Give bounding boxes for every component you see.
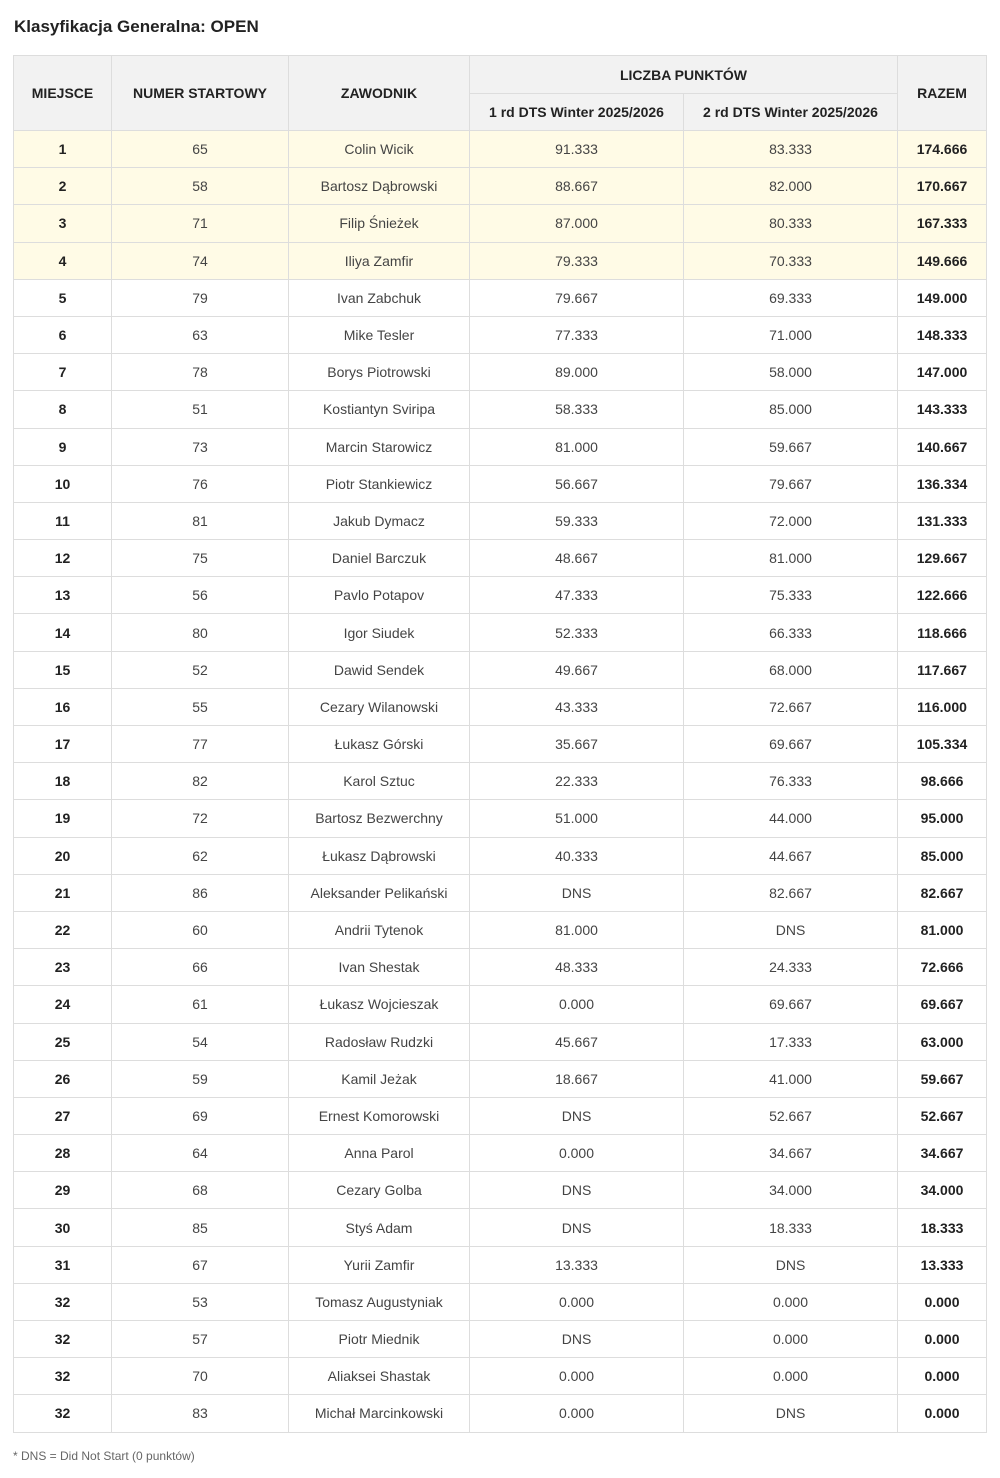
cell-round2: 80.333 — [684, 205, 898, 242]
cell-round2: 18.333 — [684, 1209, 898, 1246]
cell-round1: 91.333 — [470, 131, 684, 168]
cell-round1: 87.000 — [470, 205, 684, 242]
cell-start-number: 76 — [112, 465, 289, 502]
cell-start-number: 60 — [112, 911, 289, 948]
cell-total: 148.333 — [898, 316, 987, 353]
cell-total: 81.000 — [898, 911, 987, 948]
cell-place: 13 — [14, 577, 112, 614]
cell-competitor: Aleksander Pelikański — [289, 874, 470, 911]
cell-competitor: Yurii Zamfir — [289, 1246, 470, 1283]
cell-round2: 81.000 — [684, 540, 898, 577]
cell-round1: 48.333 — [470, 949, 684, 986]
table-row — [14, 986, 987, 1023]
cell-competitor: Andrii Tytenok — [289, 911, 470, 948]
cell-place: 32 — [14, 1395, 112, 1432]
table-row — [14, 1060, 987, 1097]
cell-competitor: Bartosz Bezwerchny — [289, 800, 470, 837]
cell-round1: 45.667 — [470, 1023, 684, 1060]
cell-start-number: 57 — [112, 1321, 289, 1358]
cell-place: 28 — [14, 1135, 112, 1172]
cell-start-number: 75 — [112, 540, 289, 577]
table-row — [14, 540, 987, 577]
cell-round2: 59.667 — [684, 428, 898, 465]
cell-competitor: Radosław Rudzki — [289, 1023, 470, 1060]
cell-place: 25 — [14, 1023, 112, 1060]
cell-round2: DNS — [684, 911, 898, 948]
table-row — [14, 1135, 987, 1172]
cell-place: 10 — [14, 465, 112, 502]
cell-competitor: Dawid Sendek — [289, 651, 470, 688]
cell-start-number: 86 — [112, 874, 289, 911]
cell-total: 34.667 — [898, 1135, 987, 1172]
cell-start-number: 78 — [112, 354, 289, 391]
cell-start-number: 64 — [112, 1135, 289, 1172]
cell-round2: 17.333 — [684, 1023, 898, 1060]
cell-start-number: 72 — [112, 800, 289, 837]
cell-competitor: Karol Sztuc — [289, 763, 470, 800]
cell-start-number: 52 — [112, 651, 289, 688]
cell-round2: 34.667 — [684, 1135, 898, 1172]
cell-competitor: Tomasz Augustyniak — [289, 1283, 470, 1320]
cell-round2: 82.000 — [684, 168, 898, 205]
cell-total: 34.000 — [898, 1172, 987, 1209]
cell-round1: 43.333 — [470, 688, 684, 725]
table-row — [14, 1283, 987, 1320]
table-row — [14, 800, 987, 837]
cell-start-number: 80 — [112, 614, 289, 651]
cell-start-number: 83 — [112, 1395, 289, 1432]
cell-round2: 71.000 — [684, 316, 898, 353]
cell-competitor: Cezary Wilanowski — [289, 688, 470, 725]
cell-round1: 18.667 — [470, 1060, 684, 1097]
cell-total: 147.000 — [898, 354, 987, 391]
cell-start-number: 66 — [112, 949, 289, 986]
cell-round1: 58.333 — [470, 391, 684, 428]
cell-total: 118.666 — [898, 614, 987, 651]
table-row — [14, 688, 987, 725]
cell-start-number: 54 — [112, 1023, 289, 1060]
cell-total: 149.000 — [898, 279, 987, 316]
table-row — [14, 874, 987, 911]
cell-place: 26 — [14, 1060, 112, 1097]
table-row — [14, 1209, 987, 1246]
cell-round2: 85.000 — [684, 391, 898, 428]
cell-start-number: 62 — [112, 837, 289, 874]
cell-total: 129.667 — [898, 540, 987, 577]
cell-start-number: 69 — [112, 1097, 289, 1134]
cell-place: 24 — [14, 986, 112, 1023]
column-header-round1: 1 rd DTS Winter 2025/2026 — [470, 94, 684, 131]
cell-round2: 44.667 — [684, 837, 898, 874]
cell-start-number: 77 — [112, 726, 289, 763]
cell-competitor: Łukasz Wojcieszak — [289, 986, 470, 1023]
cell-round1: 0.000 — [470, 1135, 684, 1172]
cell-round2: 68.000 — [684, 651, 898, 688]
cell-place: 32 — [14, 1283, 112, 1320]
cell-start-number: 67 — [112, 1246, 289, 1283]
cell-round1: DNS — [470, 1321, 684, 1358]
cell-total: 0.000 — [898, 1321, 987, 1358]
cell-place: 23 — [14, 949, 112, 986]
cell-competitor: Kamil Jeżak — [289, 1060, 470, 1097]
cell-start-number: 63 — [112, 316, 289, 353]
cell-competitor: Cezary Golba — [289, 1172, 470, 1209]
table-row — [14, 911, 987, 948]
table-row — [14, 354, 987, 391]
cell-competitor: Jakub Dymacz — [289, 502, 470, 539]
cell-competitor: Piotr Miednik — [289, 1321, 470, 1358]
cell-round2: 76.333 — [684, 763, 898, 800]
cell-place: 31 — [14, 1246, 112, 1283]
results-table — [13, 55, 987, 1433]
table-row — [14, 1395, 987, 1432]
cell-total: 140.667 — [898, 428, 987, 465]
cell-round1: DNS — [470, 1097, 684, 1134]
cell-competitor: Michał Marcinkowski — [289, 1395, 470, 1432]
cell-place: 29 — [14, 1172, 112, 1209]
cell-competitor: Colin Wicik — [289, 131, 470, 168]
cell-round2: 82.667 — [684, 874, 898, 911]
cell-round2: 72.667 — [684, 688, 898, 725]
cell-competitor: Anna Parol — [289, 1135, 470, 1172]
cell-start-number: 73 — [112, 428, 289, 465]
cell-start-number: 74 — [112, 242, 289, 279]
cell-competitor: Kostiantyn Sviripa — [289, 391, 470, 428]
cell-start-number: 70 — [112, 1358, 289, 1395]
table-row — [14, 428, 987, 465]
cell-place: 2 — [14, 168, 112, 205]
cell-round1: 0.000 — [470, 1283, 684, 1320]
cell-round1: 52.333 — [470, 614, 684, 651]
cell-total: 116.000 — [898, 688, 987, 725]
cell-place: 6 — [14, 316, 112, 353]
cell-competitor: Borys Piotrowski — [289, 354, 470, 391]
cell-place: 5 — [14, 279, 112, 316]
cell-round1: 79.333 — [470, 242, 684, 279]
cell-place: 20 — [14, 837, 112, 874]
cell-total: 0.000 — [898, 1358, 987, 1395]
table-row — [14, 316, 987, 353]
column-header-total: RAZEM — [898, 56, 987, 131]
cell-place: 12 — [14, 540, 112, 577]
cell-total: 0.000 — [898, 1283, 987, 1320]
cell-place: 14 — [14, 614, 112, 651]
cell-round2: 52.667 — [684, 1097, 898, 1134]
cell-round2: 24.333 — [684, 949, 898, 986]
cell-total: 122.666 — [898, 577, 987, 614]
cell-total: 170.667 — [898, 168, 987, 205]
cell-round1: 47.333 — [470, 577, 684, 614]
cell-total: 52.667 — [898, 1097, 987, 1134]
column-header-round2: 2 rd DTS Winter 2025/2026 — [684, 94, 898, 131]
cell-round2: 44.000 — [684, 800, 898, 837]
cell-competitor: Aliaksei Shastak — [289, 1358, 470, 1395]
cell-place: 7 — [14, 354, 112, 391]
cell-place: 27 — [14, 1097, 112, 1134]
table-row — [14, 1097, 987, 1134]
cell-round1: 81.000 — [470, 428, 684, 465]
table-row — [14, 1246, 987, 1283]
cell-competitor: Łukasz Dąbrowski — [289, 837, 470, 874]
cell-total: 143.333 — [898, 391, 987, 428]
cell-place: 32 — [14, 1321, 112, 1358]
cell-place: 21 — [14, 874, 112, 911]
cell-place: 32 — [14, 1358, 112, 1395]
cell-place: 3 — [14, 205, 112, 242]
cell-start-number: 82 — [112, 763, 289, 800]
cell-total: 136.334 — [898, 465, 987, 502]
cell-round1: DNS — [470, 1209, 684, 1246]
cell-round1: DNS — [470, 1172, 684, 1209]
cell-place: 9 — [14, 428, 112, 465]
column-header-start-number: NUMER STARTOWY — [112, 56, 289, 131]
cell-start-number: 85 — [112, 1209, 289, 1246]
cell-total: 59.667 — [898, 1060, 987, 1097]
cell-total: 72.666 — [898, 949, 987, 986]
table-row — [14, 391, 987, 428]
cell-competitor: Iliya Zamfir — [289, 242, 470, 279]
cell-competitor: Styś Adam — [289, 1209, 470, 1246]
cell-round1: DNS — [470, 874, 684, 911]
cell-start-number: 53 — [112, 1283, 289, 1320]
cell-total: 131.333 — [898, 502, 987, 539]
table-row — [14, 763, 987, 800]
cell-competitor: Łukasz Górski — [289, 726, 470, 763]
table-row — [14, 651, 987, 688]
table-row — [14, 726, 987, 763]
cell-round2: 0.000 — [684, 1283, 898, 1320]
table-row — [14, 614, 987, 651]
cell-round1: 77.333 — [470, 316, 684, 353]
cell-round1: 59.333 — [470, 502, 684, 539]
cell-total: 13.333 — [898, 1246, 987, 1283]
cell-competitor: Filip Śnieżek — [289, 205, 470, 242]
cell-round1: 0.000 — [470, 1395, 684, 1432]
table-row — [14, 1023, 987, 1060]
cell-round1: 56.667 — [470, 465, 684, 502]
cell-competitor: Ernest Komorowski — [289, 1097, 470, 1134]
cell-start-number: 59 — [112, 1060, 289, 1097]
cell-round1: 48.667 — [470, 540, 684, 577]
cell-round2: 0.000 — [684, 1321, 898, 1358]
table-row — [14, 131, 987, 168]
cell-total: 167.333 — [898, 205, 987, 242]
dns-footnote: * DNS = Did Not Start (0 punktów) — [13, 1449, 195, 1463]
cell-start-number: 71 — [112, 205, 289, 242]
cell-round1: 35.667 — [470, 726, 684, 763]
cell-start-number: 65 — [112, 131, 289, 168]
cell-place: 17 — [14, 726, 112, 763]
cell-total: 69.667 — [898, 986, 987, 1023]
cell-total: 95.000 — [898, 800, 987, 837]
cell-competitor: Ivan Shestak — [289, 949, 470, 986]
cell-round2: 41.000 — [684, 1060, 898, 1097]
cell-total: 117.667 — [898, 651, 987, 688]
table-row — [14, 168, 987, 205]
table-row — [14, 279, 987, 316]
cell-start-number: 55 — [112, 688, 289, 725]
column-header-place: MIEJSCE — [14, 56, 112, 131]
cell-total: 18.333 — [898, 1209, 987, 1246]
cell-start-number: 68 — [112, 1172, 289, 1209]
cell-round1: 13.333 — [470, 1246, 684, 1283]
table-row — [14, 205, 987, 242]
cell-round2: 75.333 — [684, 577, 898, 614]
cell-total: 63.000 — [898, 1023, 987, 1060]
table-row — [14, 242, 987, 279]
cell-total: 98.666 — [898, 763, 987, 800]
cell-competitor: Pavlo Potapov — [289, 577, 470, 614]
cell-round1: 0.000 — [470, 986, 684, 1023]
cell-round1: 88.667 — [470, 168, 684, 205]
cell-round1: 81.000 — [470, 911, 684, 948]
table-row — [14, 465, 987, 502]
cell-total: 82.667 — [898, 874, 987, 911]
column-header-competitor: ZAWODNIK — [289, 56, 470, 131]
cell-competitor: Bartosz Dąbrowski — [289, 168, 470, 205]
cell-place: 19 — [14, 800, 112, 837]
cell-place: 30 — [14, 1209, 112, 1246]
cell-round2: 69.667 — [684, 726, 898, 763]
cell-round1: 40.333 — [470, 837, 684, 874]
cell-competitor: Ivan Zabchuk — [289, 279, 470, 316]
cell-competitor: Igor Siudek — [289, 614, 470, 651]
cell-round2: 83.333 — [684, 131, 898, 168]
table-row — [14, 949, 987, 986]
cell-competitor: Marcin Starowicz — [289, 428, 470, 465]
cell-place: 15 — [14, 651, 112, 688]
cell-start-number: 79 — [112, 279, 289, 316]
cell-start-number: 61 — [112, 986, 289, 1023]
cell-competitor: Mike Tesler — [289, 316, 470, 353]
cell-round2: 72.000 — [684, 502, 898, 539]
cell-round2: 69.667 — [684, 986, 898, 1023]
cell-round2: DNS — [684, 1246, 898, 1283]
table-row — [14, 1321, 987, 1358]
cell-round1: 49.667 — [470, 651, 684, 688]
cell-start-number: 56 — [112, 577, 289, 614]
cell-round2: 34.000 — [684, 1172, 898, 1209]
cell-round2: 70.333 — [684, 242, 898, 279]
cell-round2: 79.667 — [684, 465, 898, 502]
cell-round2: 66.333 — [684, 614, 898, 651]
cell-total: 149.666 — [898, 242, 987, 279]
cell-round1: 79.667 — [470, 279, 684, 316]
table-row — [14, 1172, 987, 1209]
table-body — [14, 131, 987, 1433]
cell-round2: 0.000 — [684, 1358, 898, 1395]
cell-start-number: 58 — [112, 168, 289, 205]
table-row — [14, 837, 987, 874]
cell-round2: DNS — [684, 1395, 898, 1432]
cell-round1: 22.333 — [470, 763, 684, 800]
cell-place: 16 — [14, 688, 112, 725]
table-row — [14, 1358, 987, 1395]
cell-round1: 51.000 — [470, 800, 684, 837]
cell-competitor: Piotr Stankiewicz — [289, 465, 470, 502]
cell-start-number: 81 — [112, 502, 289, 539]
cell-start-number: 51 — [112, 391, 289, 428]
cell-total: 174.666 — [898, 131, 987, 168]
cell-round1: 0.000 — [470, 1358, 684, 1395]
cell-competitor: Daniel Barczuk — [289, 540, 470, 577]
cell-total: 85.000 — [898, 837, 987, 874]
cell-place: 8 — [14, 391, 112, 428]
cell-round1: 89.000 — [470, 354, 684, 391]
cell-place: 4 — [14, 242, 112, 279]
cell-total: 105.334 — [898, 726, 987, 763]
table-row — [14, 577, 987, 614]
column-header-points-group: LICZBA PUNKTÓW — [470, 56, 898, 94]
cell-round2: 69.333 — [684, 279, 898, 316]
cell-round2: 58.000 — [684, 354, 898, 391]
cell-place: 22 — [14, 911, 112, 948]
cell-place: 11 — [14, 502, 112, 539]
table-header — [14, 56, 987, 131]
cell-total: 0.000 — [898, 1395, 987, 1432]
page-title: Klasyfikacja Generalna: OPEN — [14, 17, 259, 36]
table-row — [14, 502, 987, 539]
cell-place: 18 — [14, 763, 112, 800]
cell-place: 1 — [14, 131, 112, 168]
